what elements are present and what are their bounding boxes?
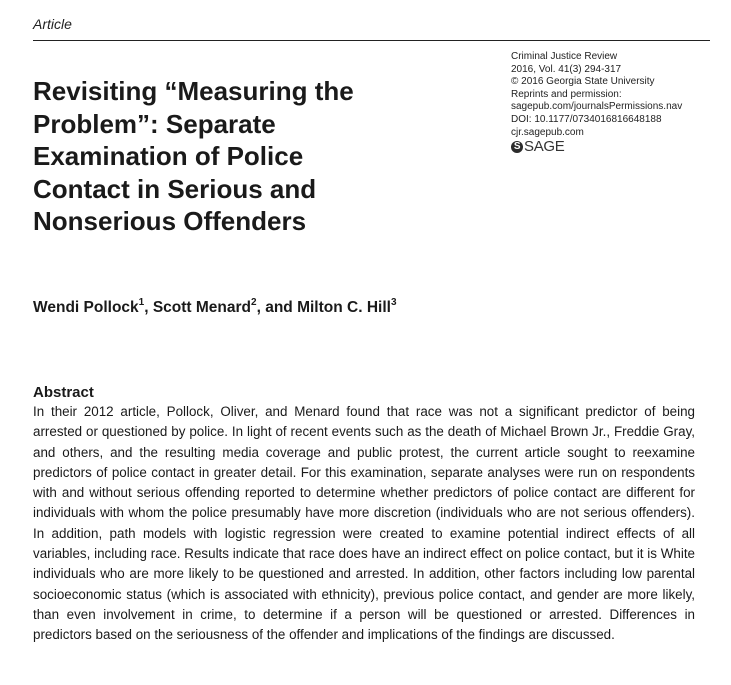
author-name: Milton C. Hill <box>297 299 391 316</box>
journal-name: Criminal Justice Review <box>511 51 618 62</box>
article-title: Revisiting “Measuring the Problem”: Separate Examination of Police Contact in Serious and Nonserious Offenders <box>33 76 354 236</box>
sage-logo-icon: S <box>511 141 523 153</box>
reprints-label: Reprints and permission: <box>511 88 622 100</box>
reprints-url[interactable]: sagepub.com/journalsPermissions.nav <box>511 101 683 113</box>
publisher-logo <box>511 138 716 156</box>
publisher-name: SAGE <box>524 138 565 156</box>
author-affiliation[interactable]: 1 <box>138 297 145 308</box>
author-separator: , <box>144 299 153 316</box>
author-name: Scott Menard <box>152 299 252 316</box>
author-affiliation[interactable]: 3 <box>390 297 397 308</box>
header-rule <box>33 40 710 41</box>
doi-line[interactable]: DOI: 10.1177/0734016816648188 <box>511 113 662 125</box>
abstract-text: In their 2012 article, Pollock, Oliver, and Menard found that race was not a significant predictor of being arrested or questioned by police. In light of recent events such as the death of Michael Brown Jr., Freddie Gray, and others, and the resulting media coverage and public protest, the current article sought to reexamine predictors of police contact in greater detail. For this examination, separate analyses were run on respondents with and without serious offending reported to determine whether predictors of police contact are different for individuals with whom the police presumably have more discretion (individuals who are not serious offenders). In addition, path models with logistic regression were created to examine potential indirect effects of all variables, including race. Results indicate that race does have an indirect effect on police contact, but it is White individuals who are more likely to be questioned and arrested. In addition, other factors including low parental socioeconomic status (which is associated with ethnicity), previous police contact, and gender are more likely, than even involvement in crime, to determine if a person will be questioned or arrested. Differences in predictors based on the seriousness of the offender and implications of the findings are discussed. <box>33 404 695 643</box>
journal-site[interactable]: cjr.sagepub.com <box>511 126 584 138</box>
abstract-heading: Abstract <box>33 384 94 401</box>
author-separator: , and <box>256 299 298 316</box>
author-name: Wendi Pollock <box>33 299 139 316</box>
copyright-line: © 2016 Georgia State University <box>511 76 655 88</box>
volume-line: 2016, Vol. 41(3) 294-317 <box>511 63 622 75</box>
article-type-label: Article <box>33 16 72 32</box>
author-affiliation[interactable]: 2 <box>251 297 257 308</box>
journal-meta <box>511 51 716 154</box>
author-list <box>33 299 397 317</box>
